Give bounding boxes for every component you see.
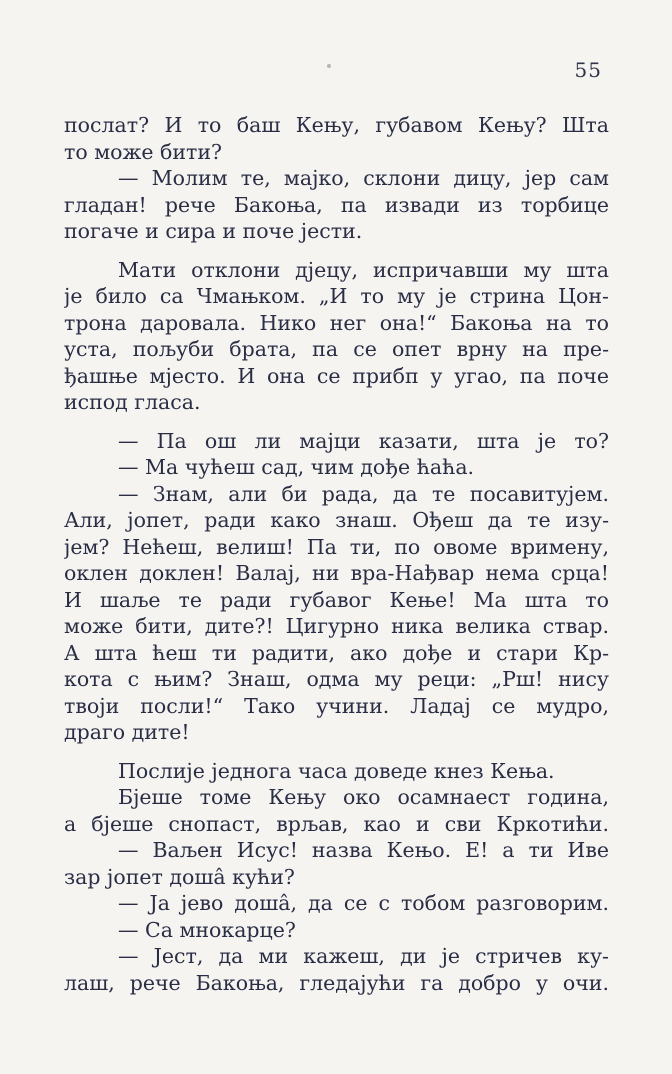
text-line: ђашње мјесто. И она се прибп у угао, па поче bbox=[64, 363, 609, 388]
text-line: испод гласа. bbox=[64, 390, 201, 414]
text-line: гладан! рече Бакоња, па извади из торбице bbox=[64, 192, 609, 217]
text-line: Бјеше томе Кењу око осамнаест година, bbox=[118, 785, 609, 809]
text-line: то може бити? bbox=[64, 139, 222, 164]
text-line: кота с њим? Знаш, одма му реци: „Рш! нису bbox=[64, 667, 609, 691]
text-line: — Знам, али би рада, да те посавитујем. bbox=[118, 481, 609, 506]
text-line: погаче и сира и поче јести. bbox=[64, 219, 363, 243]
text-line: уста, пољуби брата, па се опет врну на пре- bbox=[64, 337, 609, 361]
text-line: — Ја јево доша̂, да се с тобом разговорим. bbox=[118, 891, 609, 915]
text-line: — Ваљен Исус! назва Кењо. Е! а ти Иве bbox=[118, 838, 609, 862]
text-line: јем? Нећеш, велиш! Па ти, по овоме вримену, bbox=[64, 534, 609, 559]
text-line: — Па ош ли мајци казати, шта је то? bbox=[118, 428, 609, 453]
text-line: је било са Чмањком. „И то му је стрина Цон- bbox=[64, 284, 609, 308]
text-line: може бити, дите?! Цигурно ника велика ствар. bbox=[64, 614, 609, 638]
text-line: — Молим те, мајко, склони дицу, јер сам bbox=[118, 166, 609, 190]
paragraph-gap bbox=[64, 416, 609, 428]
text-line: — Са мнокарце? bbox=[118, 917, 296, 942]
text-line: послат? И то баш Кењу, губавом Кењу? Шта bbox=[64, 113, 609, 137]
paragraph-gap bbox=[64, 746, 609, 758]
text-line: — Ма чућеш сад, чим дође ћаћа. bbox=[118, 455, 475, 479]
text-line: зар јопет доша̂ кући? bbox=[64, 864, 295, 889]
text-line: И шаље те ради губавог Кење! Ма шта то bbox=[64, 587, 609, 612]
text-line: драго дите! bbox=[64, 720, 190, 744]
text-line: твоји посли!“ Тако учини. Ладај се мудро, bbox=[64, 693, 609, 718]
page-speck bbox=[327, 64, 331, 68]
text-line: Али, јопет, ради како знаш. Ођеш да те изу- bbox=[64, 508, 609, 532]
text-line: — Јест, да ми кажеш, ди је стричев ку- bbox=[118, 944, 609, 968]
paragraph-gap bbox=[64, 245, 609, 257]
text-line: трона даровала. Нико нег она!“ Бакоња на то bbox=[64, 310, 609, 335]
text-line: а бјеше снопаст, врљав, као и сви Кркотићи. bbox=[64, 811, 609, 836]
text-line: Послије једнога часа доведе кнез Кења. bbox=[118, 758, 555, 783]
text-line: Мати отклони дјецу, испричавши му шта bbox=[118, 257, 609, 282]
text-line: оклен доклен! Валај, ни вра-Нађвар нема срца! bbox=[64, 561, 609, 585]
page-number: 55 bbox=[574, 58, 602, 82]
text-line: лаш, рече Бакоња, гледајући га добро у очи. bbox=[64, 970, 609, 995]
text-line: А шта ћеш ти радити, ако дође и стари Кр- bbox=[64, 640, 609, 665]
body-text bbox=[64, 112, 609, 996]
